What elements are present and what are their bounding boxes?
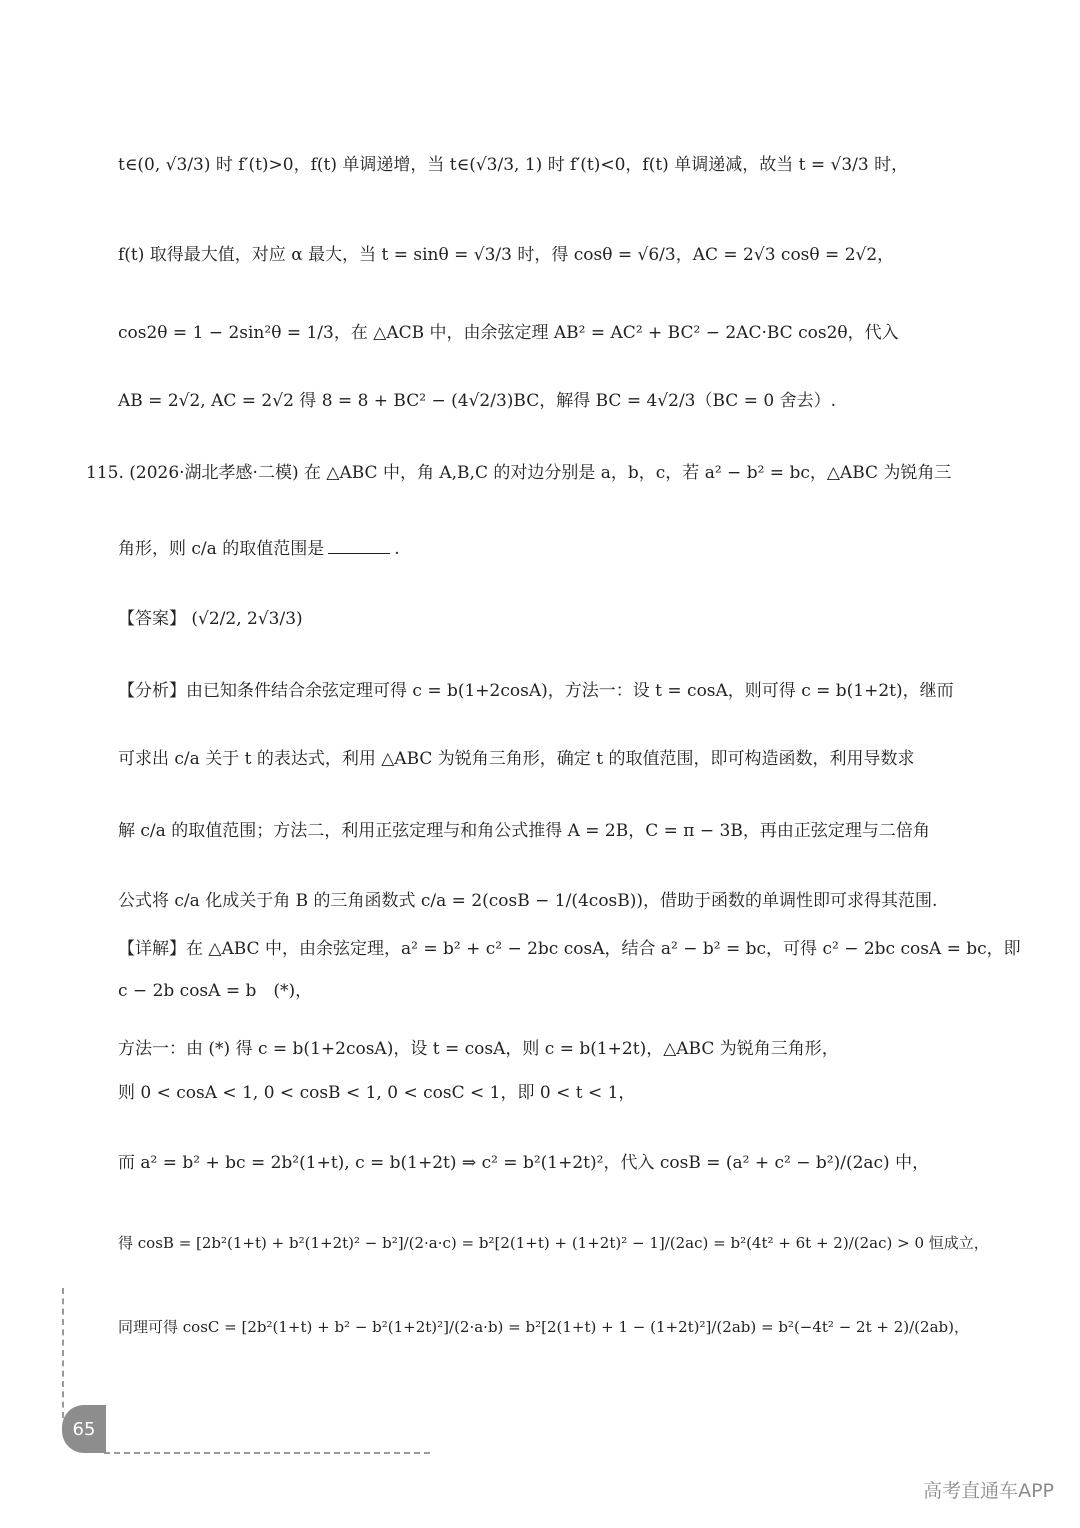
answer-value: (√2/2, 2√3/3): [191, 609, 303, 629]
answer-line: [118, 604, 303, 629]
detail-line-2: c − 2b cosA = b (*)，: [118, 981, 313, 1001]
text-line-4: AB = 2√2, AC = 2√2 得 8 = 8 + BC² − (4√2/3)BC，解得 BC = 4√2/3（BC = 0 舍去）.: [118, 391, 836, 411]
page-border-dashed-bottom: [104, 1452, 430, 1454]
question-115-line-2: 角形，则 c/a 的取值范围是 .: [118, 539, 400, 559]
detail-line-4: 则 0 < cosA < 1, 0 < cosB < 1, 0 < cosC < 1，即 0 < t < 1，: [118, 1083, 636, 1103]
detail-line-5: 而 a² = b² + bc = 2b²(1+t), c = b(1+2t) ⇒ c² = b²(1+2t)²，代入 cosB = (a² + c² − b²)/(2ac) 中，: [118, 1153, 930, 1173]
answer-label: 【答案】: [118, 609, 186, 629]
text-line-2: f(t) 取得最大值，对应 α 最大，当 t = sinθ = √3/3 时，得 cosθ = √6/3，AC = 2√3 cosθ = 2√2，: [118, 245, 895, 265]
detail-line-6: 得 cosB = [2b²(1+t) + b²(1+2t)² − b²]/(2·a·c) = b²[2(1+t) + (1+2t)² − 1]/(2ac) = b²(4t² + 6t + 2)/(2ac) > 0 恒成立，: [118, 1234, 989, 1252]
detail-line-7: 同理可得 cosC = [2b²(1+t) + b² − b²(1+2t)²]/(2·a·b) = b²[2(1+t) + 1 − (1+2t)²]/(2ab) = b²(−4t² − 2t + 2)/(2ab)，: [118, 1318, 969, 1336]
page-number: 65: [62, 1405, 106, 1453]
watermark: 高考直通车APP: [923, 1480, 1054, 1502]
analysis-line-1: 【分析】由已知条件结合余弦定理可得 c = b(1+2cosA)，方法一：设 t = cosA，则可得 c = b(1+2t)，继而: [118, 681, 954, 701]
page-border-dashed-left: [62, 1288, 64, 1418]
text-line-1: t∈(0, √3/3) 时 f′(t)>0，f(t) 单调递增，当 t∈(√3/3, 1) 时 f′(t)<0，f(t) 单调递减，故当 t = √3/3 时，: [118, 155, 909, 175]
analysis-line-3: 解 c/a 的取值范围；方法二，利用正弦定理与和角公式推得 A = 2B，C = π − 3B，再由正弦定理与二倍角: [118, 821, 930, 841]
detail-line-3: 方法一：由 (*) 得 c = b(1+2cosA)，设 t = cosA，则 c = b(1+2t)，△ABC 为锐角三角形，: [118, 1039, 839, 1059]
analysis-line-2: 可求出 c/a 关于 t 的表达式，利用 △ABC 为锐角三角形，确定 t 的取值范围，即可构造函数，利用导数求: [118, 749, 915, 769]
question-115-line-1: 115. (2026·湖北孝感·二模) 在 △ABC 中，角 A,B,C 的对边分别是 a，b，c，若 a² − b² = bc，△ABC 为锐角三: [86, 463, 952, 483]
analysis-line-4: 公式将 c/a 化成关于角 B 的三角函数式 c/a = 2(cosB − 1/(4cosB))，借助于函数的单调性即可求得其范围.: [118, 891, 938, 911]
detail-line-1: 【详解】在 △ABC 中，由余弦定理，a² = b² + c² − 2bc cosA，结合 a² − b² = bc，可得 c² − 2bc cosA = bc，即: [118, 939, 1021, 959]
answer-blank: [328, 553, 390, 554]
text-line-3: cos2θ = 1 − 2sin²θ = 1/3，在 △ACB 中，由余弦定理 AB² = AC² + BC² − 2AC·BC cos2θ，代入: [118, 323, 899, 343]
